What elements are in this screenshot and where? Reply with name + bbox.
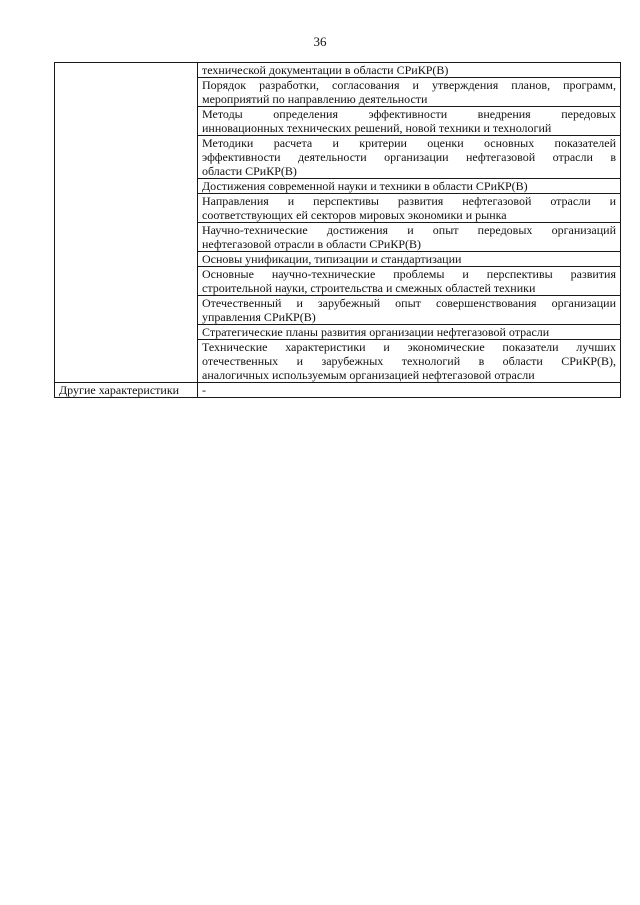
table-cell [198, 296, 621, 325]
table-cell [198, 223, 621, 252]
cell-text-line: инновационных технических решений, новой техники и технологий [202, 121, 552, 135]
cell-text-line: управления СРиКР(В) [202, 310, 316, 324]
cell-text-line: строительной науки, строительства и смежных областей техники [202, 281, 536, 295]
table-cell [198, 252, 621, 267]
other-characteristics-value: - [198, 383, 621, 398]
table-cell [198, 194, 621, 223]
cell-text-line: Стратегические планы развития организации нефтегазовой отрасли [202, 325, 550, 339]
table-cell [198, 107, 621, 136]
table-row [55, 63, 621, 78]
table-row-other [55, 383, 621, 398]
table-cell [198, 78, 621, 107]
cell-text-line: отечественных и зарубежных технологий в области СРиКР(В), [202, 354, 616, 368]
cell-text-line: Технические характеристики и экономические показатели лучших [202, 340, 616, 354]
cell-text-line: Методики расчета и критерии оценки основных показателей [202, 136, 616, 150]
cell-text-line: эффективности деятельности организации нефтегазовой отрасли в [202, 150, 616, 164]
other-characteristics-label: Другие характеристики [55, 383, 198, 398]
table-cell [198, 340, 621, 383]
cell-text-line: технической документации в области СРиКР(В) [202, 63, 449, 77]
cell-text-line: аналогичных используемым организацией нефтегазовой отрасли [202, 368, 535, 382]
cell-text-line: Направления и перспективы развития нефтегазовой отрасли и [202, 194, 616, 208]
requirements-table [54, 62, 621, 398]
table-cell [198, 63, 621, 78]
cell-text-line: мероприятий по направлению деятельности [202, 92, 428, 106]
table-cell [198, 179, 621, 194]
cell-text-line: Основы унификации, типизации и стандартизации [202, 252, 462, 266]
table-cell [198, 136, 621, 179]
table-cell [198, 267, 621, 296]
table-cell [198, 325, 621, 340]
cell-text-line: Порядок разработки, согласования и утверждения планов, программ, [202, 78, 616, 92]
cell-text-line: области СРиКР(В) [202, 164, 297, 178]
cell-text-line: соответствующих ей секторов мировых экономики и рынка [202, 208, 507, 222]
cell-text-line: нефтегазовой отрасли в области СРиКР(В) [202, 237, 422, 251]
cell-text-line: Научно-технические достижения и опыт передовых организаций [202, 223, 616, 237]
requirements-table-body [55, 63, 621, 398]
cell-text-line: Достижения современной науки и техники в области СРиКР(В) [202, 179, 528, 193]
page-number: 36 [313, 34, 327, 49]
cell-text-line: Основные научно-технические проблемы и перспективы развития [202, 267, 616, 281]
left-column-cell [55, 63, 198, 383]
cell-text-line: Отечественный и зарубежный опыт совершенствования организации [202, 296, 616, 310]
cell-text-line: Методы определения эффективности внедрения передовых [202, 107, 616, 121]
